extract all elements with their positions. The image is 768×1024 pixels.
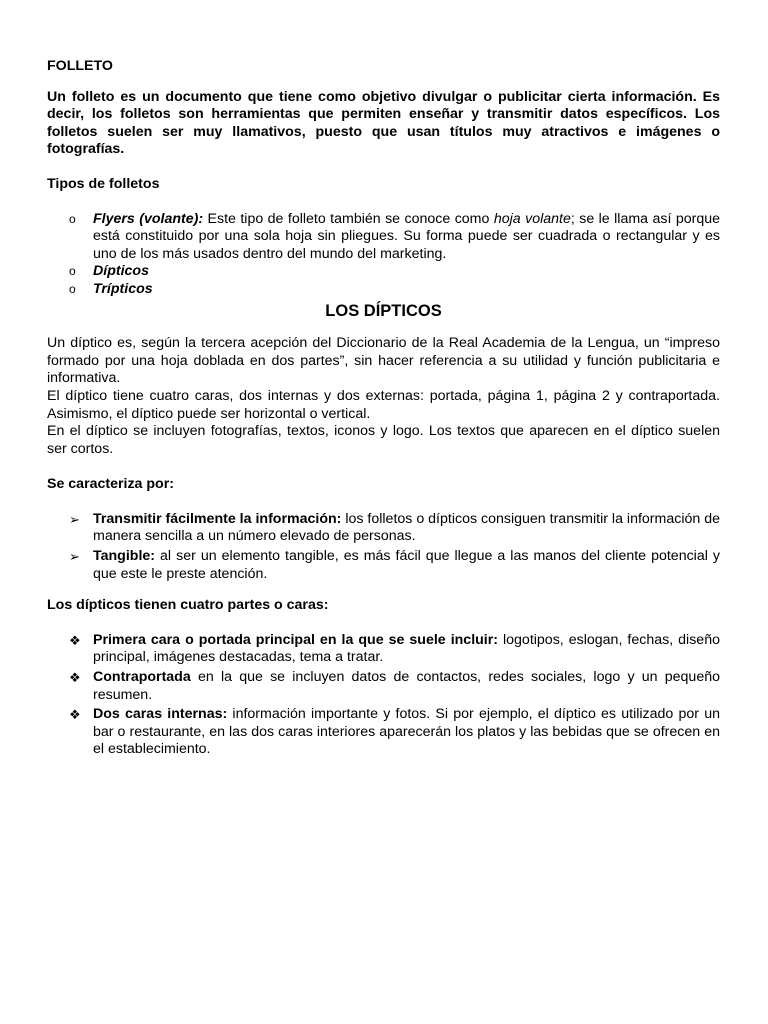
circle-bullet-icon: o — [69, 264, 76, 279]
intro-paragraph: Un folleto es un documento que tiene como objetivo divulgar o publicitar cierta información. Es decir, los folletos son herramientas que permiten enseñar y transmitir datos específicos. Los folletos suelen ser muy llamativos, puesto que usan títulos muy atractivos e imágenes o fotografías. — [47, 88, 720, 158]
characteristic-term: Tangible: — [93, 548, 156, 565]
list-item — [47, 511, 720, 546]
arrow-bullet-icon: ➢ — [69, 511, 80, 527]
list-item — [47, 281, 720, 299]
list-item — [47, 211, 720, 264]
parts-heading: Los dípticos tienen cuatro partes o caras: — [47, 597, 329, 614]
dipticos-paragraphs — [47, 335, 720, 458]
characteristics-heading: Se caracteriza por: — [47, 476, 174, 493]
type-text-italic: hoja volante — [493, 210, 571, 227]
list-item — [47, 632, 720, 667]
part-term: Contraportada — [93, 669, 191, 686]
section-title: LOS DÍPTICOS — [325, 301, 442, 320]
diamond-bullet-icon: ❖ — [69, 707, 81, 723]
type-term: Flyers (volante): — [93, 210, 204, 227]
page-heading: FOLLETO — [47, 58, 113, 74]
diamond-bullet-icon: ❖ — [69, 632, 81, 648]
characteristic-term: Transmitir fácilmente la información: — [93, 510, 342, 527]
characteristic-text: los folletos o dípticos consiguen transmitir la información de manera sencilla a un número elevado de personas. — [93, 510, 720, 545]
characteristics-list — [47, 511, 720, 583]
arrow-bullet-icon: ➢ — [69, 549, 80, 565]
document-body — [47, 58, 720, 761]
list-item — [47, 263, 720, 281]
part-term: Dos caras internas: — [93, 706, 228, 723]
paragraph: En el díptico se incluyen fotografías, textos, iconos y logo. Los textos que aparecen en el díptico suelen ser cortos. — [47, 423, 720, 457]
parts-list — [47, 632, 720, 759]
characteristic-text: al ser un elemento tangible, es más fácil que llegue a las manos del cliente potencial y que este le preste atención. — [93, 548, 720, 582]
diamond-bullet-icon: ❖ — [69, 670, 81, 686]
part-text: logotipos, eslogan, fechas, diseño principal, imágenes destacadas, tema a tratar. — [93, 631, 720, 666]
type-text: Este tipo de folleto también se conoce como — [203, 210, 494, 227]
type-term: Dípticos — [93, 263, 149, 280]
list-item — [47, 548, 720, 583]
circle-bullet-icon: o — [69, 281, 76, 296]
types-heading: Tipos de folletos — [47, 175, 160, 192]
circle-bullet-icon: o — [69, 211, 76, 226]
part-text: información importante y fotos. Si por ejemplo, el díptico es utilizado por un bar o restaurante, en las dos caras interiores aparecerán los platos y las bebidas que se ofrecen en el establecimiento. — [93, 706, 720, 758]
list-item — [47, 706, 720, 759]
paragraph: El díptico tiene cuatro caras, dos internas y dos externas: portada, página 1, página 2 y contraportada. Asimismo, el díptico puede ser horizontal o vertical. — [47, 387, 720, 422]
list-item — [47, 669, 720, 704]
types-list — [47, 211, 720, 299]
paragraph: Un díptico es, según la tercera acepción del Diccionario de la Real Academia de la Lengua, un “impreso formado por una hoja doblada en dos partes”, sin hacer referencia a su utilidad y función publicitaria e informativa. — [47, 335, 720, 387]
type-text: ; se le llama así porque está constituido por una sola hoja sin pliegues. Su forma puede ser cuadrada o rectangular y es uno de los más usados dentro del mundo del marketing. — [93, 210, 721, 262]
part-term: Primera cara o portada principal en la que se suele incluir: — [93, 631, 498, 648]
part-text: en la que se incluyen datos de contactos, redes sociales, logo y un pequeño resumen. — [93, 669, 720, 703]
type-term: Trípticos — [93, 280, 153, 297]
